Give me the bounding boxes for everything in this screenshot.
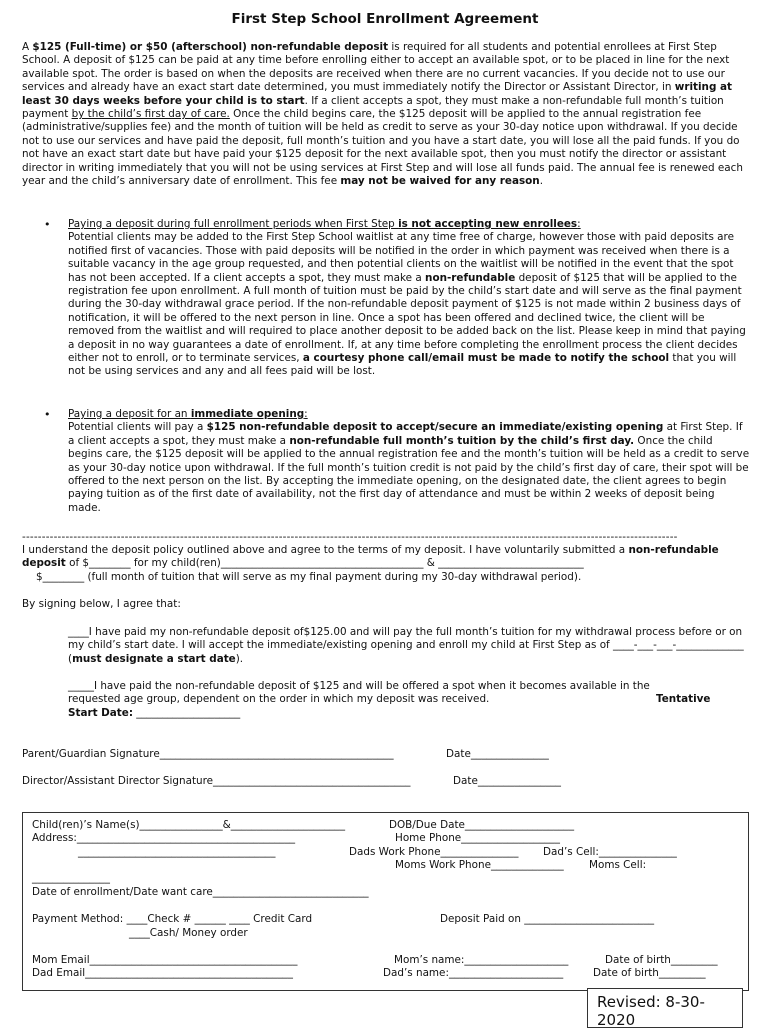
blank-line[interactable]: _______________ xyxy=(32,872,110,884)
tuition-line[interactable]: $________ (full month of tuition that will serve as my final payment during my 30-day withdrawal period). xyxy=(36,571,582,583)
option-immediate-opening[interactable]: ____I have paid my non-refundable deposit of$125.00 and will pay the full month’s tuition for my withdrawal process before or on my child’s start date. I will accept the immediate/existing opening and enroll my child at First Step as of ____-___-___-_____________ (must designate a start date). xyxy=(68,626,744,665)
bullet-marker: • xyxy=(44,408,51,421)
dad-dob-field[interactable]: Date of birth_________ xyxy=(593,967,706,979)
moms-name-field[interactable]: Mom’s name:____________________ xyxy=(394,954,569,966)
dads-work-phone-field[interactable]: Dads Work Phone_______________ xyxy=(349,846,519,858)
option-waitlist-line2: requested age group, dependent on the order in which my deposit was received. xyxy=(68,693,490,705)
intro-paragraph: A $125 (Full-time) or $50 (afterschool) non-refundable deposit is required for all students and potential enrollees at First Step School. A deposit of $125 can be paid at any time before enrolling either to accept an available spot, or to be placed in line for the next available spot. The order is based on when the deposits are received when there are no current vacancies. If you decide not to use our services and already have an exact start date determined, you must immediately notify the Director or Assistant Director, in writing at least 30 days weeks before your child is to start. If a client accepts a spot, they must make a non-refundable full month’s tuition payment by the child’s first day of care. Once the child begins care, the $125 deposit will be applied to the annual registration fee (administrative/supplies fee) and the month of tuition will be held as credit to serve as your 30-day notice upon withdrawal. If you decide not to use our services and have paid the deposit, full month’s tuition and you have a start date, you will lose all the paid funds. If you do not have an exact start date but have paid your $125 deposit for the next available spot, then you must notify the director or assistant director in writing immediately that you will not be using services at First Step and will lose all funds paid. The annual fee is renewed each year and the child’s anniversary date of enrollment. This fee may not be waived for any reason. xyxy=(22,41,743,188)
dads-cell-field[interactable]: Dad’s Cell:_______________ xyxy=(543,846,677,858)
children-names-field[interactable]: Child(ren)’s Name(s)________________&______________________ xyxy=(32,819,346,831)
enrollment-date-field[interactable]: Date of enrollment/Date want care______________________________ xyxy=(32,886,369,898)
parent-signature-field[interactable]: Parent/Guardian Signature_____________________________________________ xyxy=(22,748,394,760)
bullet-full-enrollment: Paying a deposit during full enrollment periods when First Step is not accepting new enrollees: Potential clients may be added to the First Step School waitlist at any time free of charge, however those with paid deposits are notified first of vacancies. Those with paid deposits will be notified in the order in which payment was received when there is a suitable vacancy in the age group requested, and then potential clients on the waitlist will be notified in the event that the spot has not been accepted. If a client accepts a spot, they must make a non-refundable deposit of $125 that will be applied to the registration fee upon enrollment. A full month of tuition must be paid by the child’s start date and will serve as the final payment during the 30-day withdrawal grace period. If the non-refundable deposit payment of $125 is not made within 2 business days of notification, it will be offered to the next person in line. Once a spot has been offered and declined twice, the client will be removed from the waitlist and will required to place another deposit to be added back on the list. Please keep in mind that paying a deposit in no way guarantees a date of enrollment. If, at any time before completing the enrollment process the client decides either not to enroll, or to terminate services, a courtesy phone call/email must be made to notify the school that you will not be using services and any and all fees paid will be lost. xyxy=(68,218,746,378)
option-waitlist-line1[interactable]: _____I have paid the non-refundable deposit of $125 and will be offered a spot when it becomes available in the xyxy=(68,680,650,692)
tentative-start-date[interactable]: Start Date: ____________________ xyxy=(68,707,241,719)
tentative-label: Tentative xyxy=(656,693,711,705)
address-line2-field[interactable]: ______________________________________ xyxy=(78,846,276,858)
page-title: First Step School Enrollment Agreement xyxy=(231,11,539,27)
home-phone-field[interactable]: Home Phone___________________ xyxy=(395,832,560,844)
address-field[interactable]: Address:__________________________________________ xyxy=(32,832,296,844)
moms-cell-field[interactable]: Moms Cell: xyxy=(589,859,647,871)
mom-email-field[interactable]: Mom Email________________________________________ xyxy=(32,954,298,966)
payment-method-field[interactable]: Payment Method: ____Check # ______ ____ Credit Card xyxy=(32,913,313,925)
director-signature-field[interactable]: Director/Assistant Director Signature______________________________________ xyxy=(22,775,411,787)
agree-heading: By signing below, I agree that: xyxy=(22,598,181,610)
cash-option[interactable]: ____Cash/ Money order xyxy=(129,927,248,939)
mom-dob-field[interactable]: Date of birth_________ xyxy=(605,954,718,966)
dob-field[interactable]: DOB/Due Date_____________________ xyxy=(389,819,575,831)
director-date-field[interactable]: Date________________ xyxy=(453,775,561,787)
deposit-paid-field[interactable]: Deposit Paid on _________________________ xyxy=(440,913,655,925)
acknowledgement: I understand the deposit policy outlined above and agree to the terms of my deposit. I have voluntarily submitted a non-refundable deposit of $________ for my child(ren)_______________________________________ & ____________________________ xyxy=(22,544,719,570)
bullet-marker: • xyxy=(44,218,51,231)
bullet-immediate-opening: Paying a deposit for an immediate opening: Potential clients will pay a $125 non-refundable deposit to accept/secure an immediate/existing opening at First Step. If a client accepts a spot, they must make a non-refundable full month’s tuition by the child’s first day. Once the child begins care, the $125 deposit will be applied to the annual registration fee and the month’s tuition will be held as a credit to serve as your 30-day notice upon withdrawal. If the full month’s tuition credit is not paid by the child’s first day of care, their spot will be offered to the next person on the list. By accepting the immediate opening, on the designated date, the client agrees to begin paying tuition as of the first date of availability, not the first day of attendance and must be within 2 weeks of deposit being made. xyxy=(68,408,750,514)
moms-work-phone-field[interactable]: Moms Work Phone______________ xyxy=(395,859,564,871)
dad-email-field[interactable]: Dad Email________________________________________ xyxy=(32,967,293,979)
parent-date-field[interactable]: Date_______________ xyxy=(446,748,549,760)
revision-label: Revised: 8-30-2020 xyxy=(587,988,743,1028)
dashed-divider: ---------------------------------------------------------------------------------------------------------------------------------------------------------------------- xyxy=(22,531,678,543)
dads-name-field[interactable]: Dad’s name:______________________ xyxy=(383,967,564,979)
